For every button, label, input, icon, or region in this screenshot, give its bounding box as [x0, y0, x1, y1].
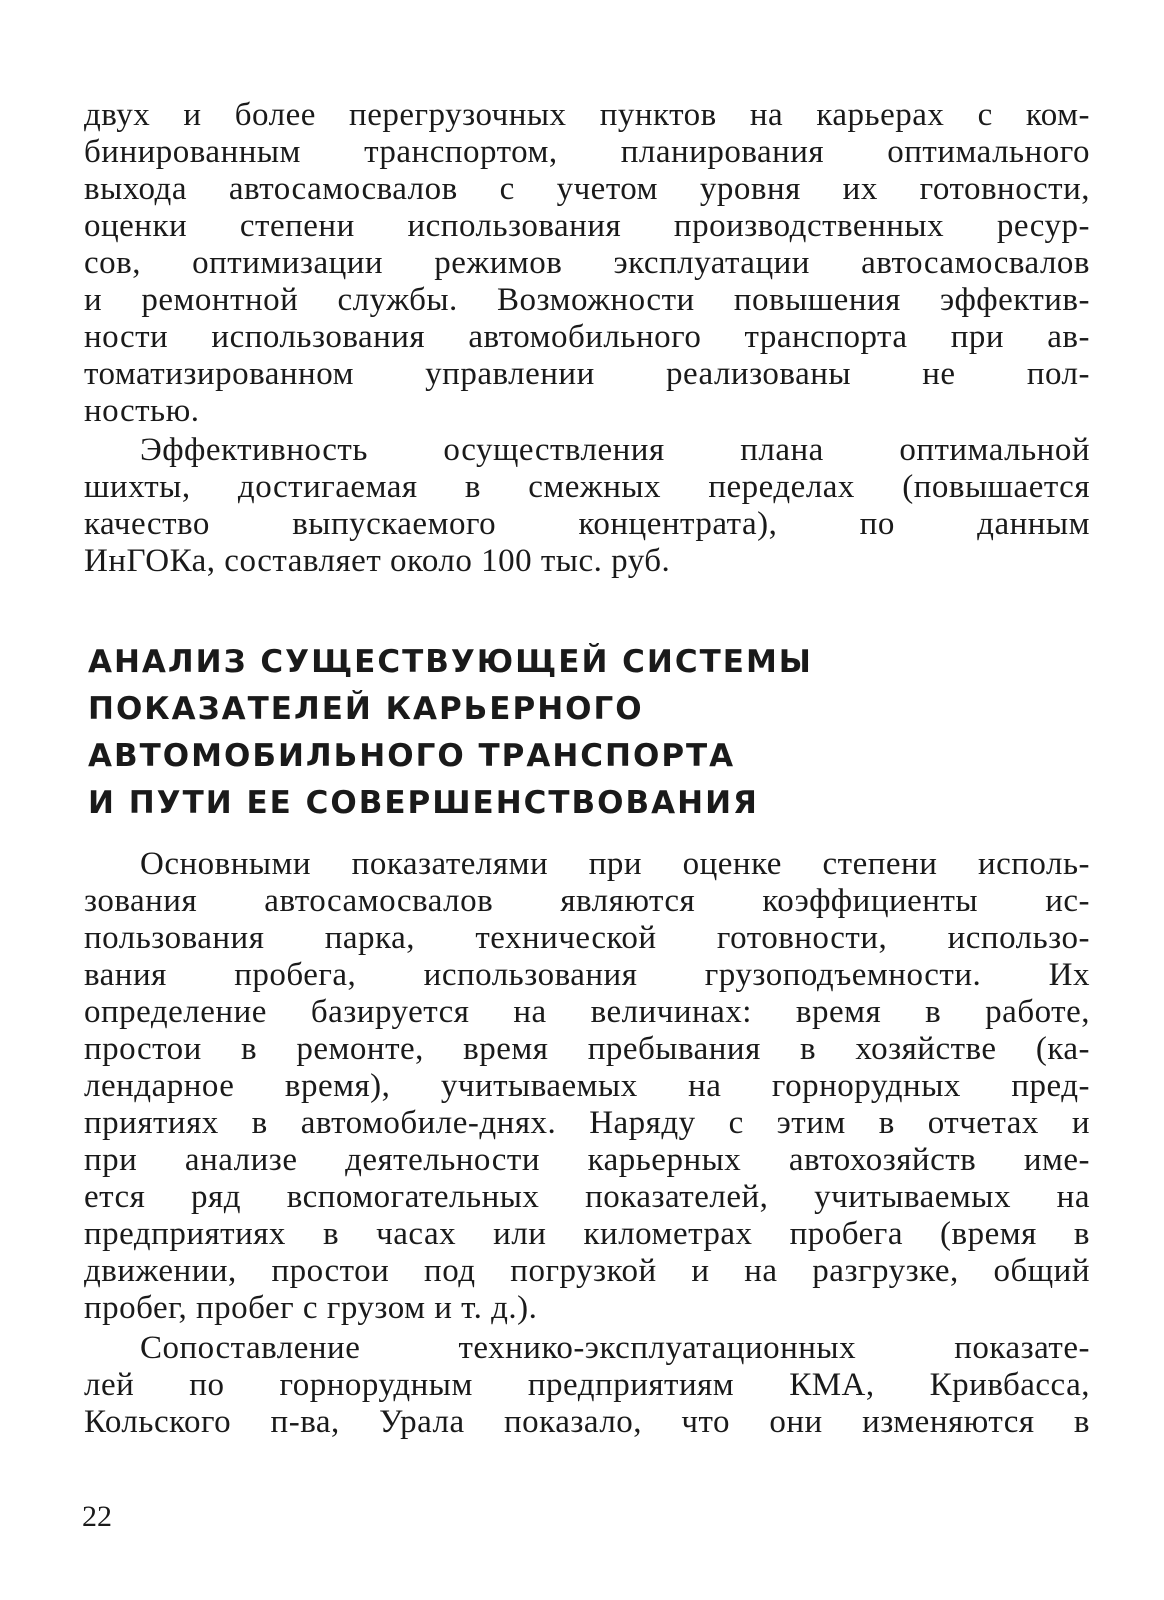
heading-line: ПОКАЗАТЕЛЕЙ КАРЬЕРНОГО	[88, 691, 644, 727]
text-line: Сопоставление технико-эксплуатационных показате-	[140, 1330, 1090, 1366]
text-line: оценки степени использования производственных ресур-	[84, 208, 1090, 244]
text-line: томатизированном управлении реализованы не пол-	[84, 356, 1090, 392]
page-number: 22	[82, 1500, 112, 1533]
paragraph-continuation	[84, 97, 1090, 430]
heading-line: АВТОМОБИЛЬНОГО ТРАНСПОРТА	[88, 738, 736, 774]
text-line: качество выпускаемого концентрата), по данным	[84, 506, 1090, 542]
text-line: предприятиях в часах или километрах пробега (время в	[84, 1216, 1090, 1252]
paragraph-efficiency	[84, 432, 1090, 580]
text-line: определение базируется на величинах: время в работе,	[84, 994, 1090, 1030]
text-line: ностью.	[84, 393, 200, 429]
text-line: бинированным транспортом, планирования оптимального	[84, 134, 1090, 170]
text-line: Кольского п-ва, Урала показало, что они изменяются в	[84, 1404, 1090, 1440]
text-line: простои в ремонте, время пребывания в хозяйстве (ка-	[84, 1031, 1090, 1067]
text-line: при анализе деятельности карьерных автохозяйств име-	[84, 1142, 1090, 1178]
text-line: пробег, пробег с грузом и т. д.).	[84, 1290, 538, 1326]
paragraph-indicators	[84, 846, 1090, 1327]
text-line: ИнГОКа, составляет около 100 тыс. руб.	[84, 543, 671, 579]
text-line: лей по горнорудным предприятиям КМА, Кривбасса,	[84, 1367, 1090, 1403]
heading-line: АНАЛИЗ СУЩЕСТВУЮЩЕЙ СИСТЕМЫ	[88, 644, 813, 680]
text-line: сов, оптимизации режимов эксплуатации автосамосвалов	[84, 245, 1090, 281]
text-line: Эффективность осуществления плана оптимальной	[140, 432, 1090, 468]
paragraph-comparison	[84, 1330, 1090, 1441]
text-line: ется ряд вспомогательных показателей, учитываемых на	[84, 1179, 1090, 1215]
text-line: ности использования автомобильного транспорта при ав-	[84, 319, 1090, 355]
text-line: Основными показателями при оценке степени исполь-	[140, 846, 1090, 882]
heading-line: И ПУТИ ЕЕ СОВЕРШЕНСТВОВАНИЯ	[88, 785, 759, 821]
text-line: и ремонтной службы. Возможности повышения эффектив-	[84, 282, 1090, 318]
text-line: зования автосамосвалов являются коэффициенты ис-	[84, 883, 1090, 919]
text-line: выхода автосамосвалов с учетом уровня их готовности,	[84, 171, 1090, 207]
text-line: пользования парка, технической готовности, использо-	[84, 920, 1090, 956]
text-line: вания пробега, использования грузоподъемности. Их	[84, 957, 1090, 993]
text-line: лендарное время), учитываемых на горнорудных пред-	[84, 1068, 1090, 1104]
section-heading	[88, 639, 988, 827]
text-line: шихты, достигаемая в смежных переделах (повышается	[84, 469, 1090, 505]
text-line: двух и более перегрузочных пунктов на карьерах с ком-	[84, 97, 1090, 133]
text-line: движении, простои под погрузкой и на разгрузке, общий	[84, 1253, 1090, 1289]
text-line: приятиях в автомобиле-днях. Наряду с этим в отчетах и	[84, 1105, 1090, 1141]
